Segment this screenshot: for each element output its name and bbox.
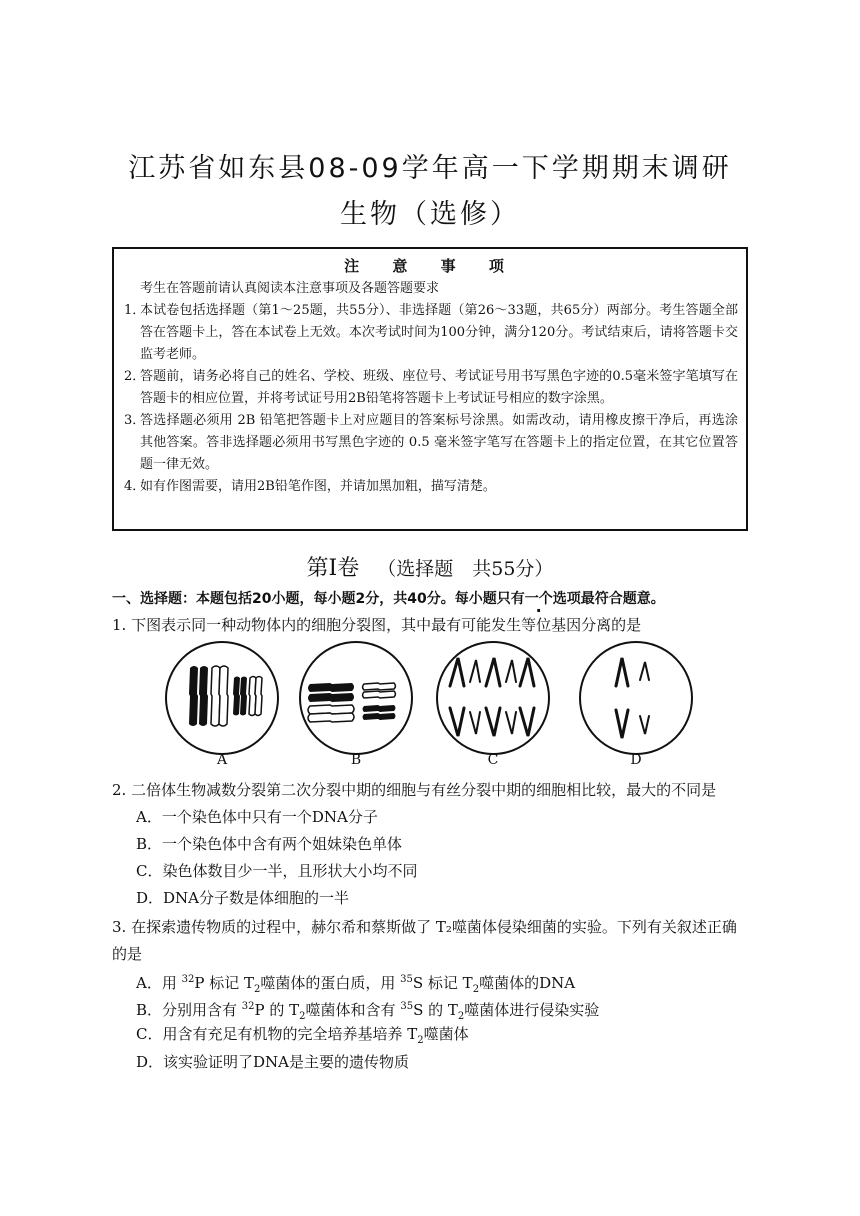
figure-label-d: D bbox=[630, 752, 642, 768]
notice-item-number: 4． bbox=[124, 479, 146, 494]
section-subtitle: （选择题 共55分） bbox=[377, 558, 554, 580]
figure-label-c: C bbox=[487, 752, 499, 768]
figure-label-a: A bbox=[216, 752, 228, 768]
notice-intro: 考生在答题前请认真阅读本注意事项及各题答题要求 bbox=[140, 281, 440, 296]
notice-title: 注 意 事 项 bbox=[344, 257, 518, 275]
cell-d-diagram bbox=[580, 642, 692, 754]
choice-instructions bbox=[112, 588, 752, 608]
exam-title: 江苏省如东县08-09学年高一下学期期末调研 bbox=[128, 153, 732, 184]
notice-item-number: 3． bbox=[124, 413, 146, 428]
cell-a-diagram bbox=[166, 642, 278, 754]
notice-item bbox=[124, 300, 738, 366]
q2-option-d: D．DNA分子数是体细胞的一半 bbox=[136, 889, 350, 907]
instructions-text-end: 选项最符合题意。 bbox=[552, 591, 665, 607]
q3-option-c: C．用含有充足有机物的完全培养基培养 $T_2$噬菌体 bbox=[136, 1025, 469, 1046]
emphasized-text: 一个 bbox=[524, 591, 553, 607]
figure-label-b: B bbox=[350, 752, 362, 768]
notice-item-text: 答选择题必须用 2B 铅笔把答题卡上对应题目的答案标号涂黑。如需改动，请用橡皮擦干净后，再选涂其他答案。答非选择题必须用书写黑色字迹的 0.5 毫米签字笔写在答题卡上的指定位置，在其它位置答题一律无效。 bbox=[140, 413, 738, 472]
notice-item bbox=[124, 410, 738, 476]
notice-box bbox=[112, 247, 748, 531]
section-title: 第Ⅰ卷 bbox=[306, 556, 360, 581]
notice-item-text: 如有作图需要，请用2B铅笔作图，并请加黑加粗，描写清楚。 bbox=[140, 479, 496, 494]
section-heading bbox=[0, 551, 860, 582]
q3-option-b: B．分别用含有 $^{32}$P 的 $T_2$噬菌体和含有 $^{35}$S 的 $T_2$噬菌体进行侵染实验 bbox=[136, 1001, 600, 1022]
cell-b-diagram bbox=[300, 642, 412, 754]
question-3-line-1: 3. 在探索遗传物质的过程中，赫尔希和蔡斯做了 T₂噬菌体侵染细菌的实验。下列有关叙述正确 bbox=[112, 918, 737, 936]
question-2: 2. 二倍体生物减数分裂第二次分裂中期的细胞与有丝分裂中期的细胞相比较，最大的不同是 bbox=[112, 781, 717, 799]
instructions-text: 一、选择题：本题包括20小题，每小题2分，共40分。每小题只有 bbox=[112, 591, 525, 607]
notice-item-number: 1． bbox=[124, 303, 146, 318]
q2-option-a: A．一个染色体中只有一个DNA分子 bbox=[136, 808, 378, 826]
q2-option-c: C．染色体数目少一半，且形状大小均不同 bbox=[136, 862, 418, 880]
notice-item bbox=[124, 366, 738, 410]
notice-item-text: 本试卷包括选择题（第1～25题，共55分）、非选择题（第26～33题，共65分）两部分。考生答题全部答在答题卡上，答在本试卷上无效。本次考试时间为100分钟，满分120分。考试结束后，请将答题卡交监考老师。 bbox=[140, 303, 738, 362]
cell-c-diagram bbox=[437, 642, 549, 754]
q3-option-a: A．用 $^{32}$P 标记 $T_2$噬菌体的蛋白质，用 $^{35}$S 标记 $T_2$噬菌体的DNA bbox=[136, 974, 576, 995]
q3-option-d: D．该实验证明了DNA是主要的遗传物质 bbox=[136, 1053, 410, 1071]
exam-subtitle: 生物（选修） bbox=[340, 199, 520, 230]
question-1: 1. 下图表示同一种动物体内的细胞分裂图，其中最有可能发生等位基因分离的是 bbox=[112, 616, 642, 634]
notice-item-text: 答题前，请务必将自己的姓名、学校、班级、座位号、考试证号用书写黑色字迹的0.5毫米签字笔填写在答题卡的相应位置，并将考试证号用2B铅笔将答题卡上考试证号相应的数字涂黑。 bbox=[140, 369, 738, 406]
notice-item bbox=[124, 476, 738, 498]
q2-option-b: B．一个染色体中含有两个姐妹染色单体 bbox=[136, 835, 403, 853]
question-3-line-2: 的是 bbox=[112, 945, 143, 963]
notice-item-number: 2． bbox=[124, 369, 146, 384]
